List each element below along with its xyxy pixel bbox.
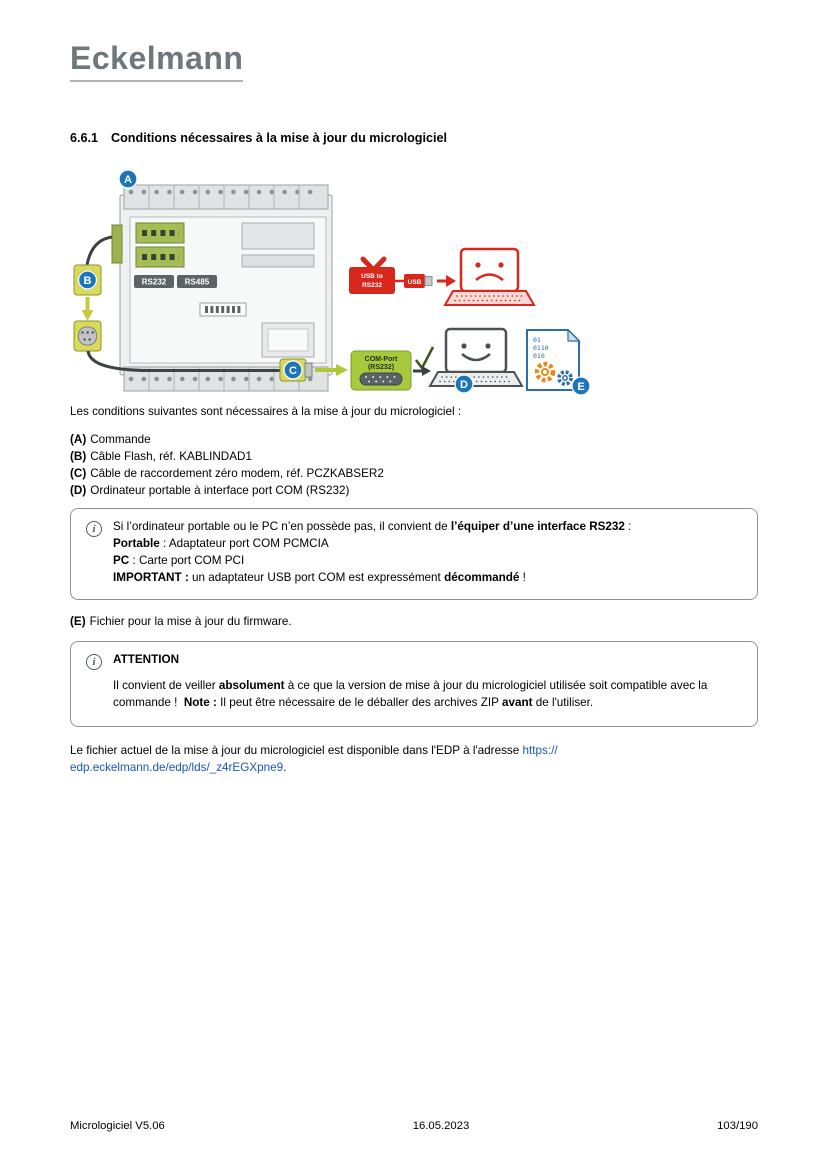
com-adapter-label-1: COM-Port	[364, 356, 398, 363]
attention-icon: i	[86, 654, 102, 670]
item-text: Ordinateur portable à interface port COM (RS232)	[90, 483, 350, 497]
info-icon: i	[86, 521, 102, 537]
footer-date: 16.05.2023	[412, 1120, 470, 1132]
marker-d	[455, 375, 473, 393]
requirements-list	[70, 432, 758, 500]
svg-text:D: D	[460, 379, 468, 391]
usb-adapter-label-1: USB to	[361, 273, 383, 280]
item-text: Fichier pour la mise à jour du firmware.	[89, 614, 292, 628]
marker-a	[119, 170, 137, 188]
rs485-badge	[177, 275, 217, 288]
svg-text:E: E	[577, 381, 585, 393]
list-item-e	[70, 614, 758, 631]
list-item-c	[70, 466, 758, 483]
section-number: 6.6.1	[70, 131, 99, 145]
item-key: (E)	[70, 614, 86, 628]
item-text: Câble de raccordement zéro modem, réf. PCZKABSER2	[90, 466, 384, 480]
item-key: (A)	[70, 432, 87, 446]
usb-plug-label: USB	[407, 279, 422, 286]
closing-paragraph: Le fichier actuel de la mise à jour du micrologiciel est disponible dans l'EDP à l'adresse https:// edp.eckelmann.de/edp/lds/_z4rEGXpne9.	[70, 743, 558, 774]
eckelmann-logo: Eckelmann	[70, 42, 243, 82]
happy-laptop-icon	[430, 329, 522, 386]
rs485-badge-label: RS485	[184, 277, 210, 287]
item-key: (B)	[70, 449, 87, 463]
sad-laptop-icon	[445, 249, 534, 305]
svg-text:A: A	[124, 174, 132, 186]
file-code-line-2: 0110	[533, 344, 549, 352]
list-item-b	[70, 449, 758, 466]
info-line-4: IMPORTANT : un adaptateur USB port COM est expressément décommandé !	[113, 570, 526, 584]
red-arrow-icon	[437, 275, 456, 287]
file-code-line-1: 01	[533, 336, 541, 344]
flash-cable	[87, 237, 112, 265]
footer-version: Micrologiciel V5.06	[70, 1120, 165, 1132]
usb-adapter	[349, 267, 432, 294]
down-arrow-icon	[82, 297, 94, 321]
item-key: (C)	[70, 466, 87, 480]
section-title: Conditions nécessaires à la mise à jour du micrologiciel	[111, 131, 447, 145]
info-line-3: PC : Carte port COM PCI	[113, 553, 245, 567]
marker-e	[572, 377, 590, 395]
com-port-adapter	[351, 351, 411, 390]
attention-text: Il convient de veiller absolument à ce que la version de mise à jour du micrologiciel utilisée soit compatible avec la commande ! Note : Il peut être nécessaire de le déballer des archives ZIP avant de l'utiliser.	[113, 678, 708, 709]
check-icon	[416, 347, 433, 368]
svg-text:C: C	[289, 365, 297, 377]
info-line-2: Portable : Adaptateur port COM PCMCIA	[113, 536, 329, 550]
list-item-d	[70, 483, 758, 500]
edp-download-link[interactable]: https:// edp.eckelmann.de/edp/lds/_z4rEGXpne9	[70, 743, 558, 774]
section-heading	[70, 131, 447, 145]
list-item-a	[70, 432, 758, 449]
firmware-update-diagram	[72, 165, 612, 405]
firmware-file-icon	[527, 330, 579, 390]
info-box	[70, 508, 758, 600]
item-text: Commande	[90, 432, 151, 446]
item-key: (D)	[70, 483, 87, 497]
flash-cable-connector-bottom	[74, 321, 101, 351]
small-arrow-icon	[413, 366, 431, 376]
rs232-badge-label: RS232	[141, 277, 167, 287]
attention-title: ATTENTION	[113, 652, 180, 666]
com-adapter-label-2: (RS232)	[367, 364, 395, 371]
footer-page-number: 103/190	[717, 1120, 758, 1132]
file-code-line-3: 010	[533, 352, 545, 360]
marker-b	[79, 271, 97, 289]
svg-text:B: B	[83, 275, 92, 287]
item-text: Câble Flash, réf. KABLINDAD1	[90, 449, 252, 463]
main-content	[70, 404, 758, 777]
rs232-badge	[134, 275, 174, 288]
page-footer	[70, 1120, 758, 1132]
marker-c	[284, 361, 302, 379]
attention-box	[70, 641, 758, 727]
usb-adapter-label-2: RS232	[362, 282, 382, 289]
intro-text: Les conditions suivantes sont nécessaires à la mise à jour du micrologiciel :	[70, 405, 462, 418]
usb-plug	[404, 274, 432, 288]
info-line-1: Si l’ordinateur portable ou le PC n’en possède pas, il convient de l’équiper d’une interface RS232 :	[113, 519, 632, 533]
